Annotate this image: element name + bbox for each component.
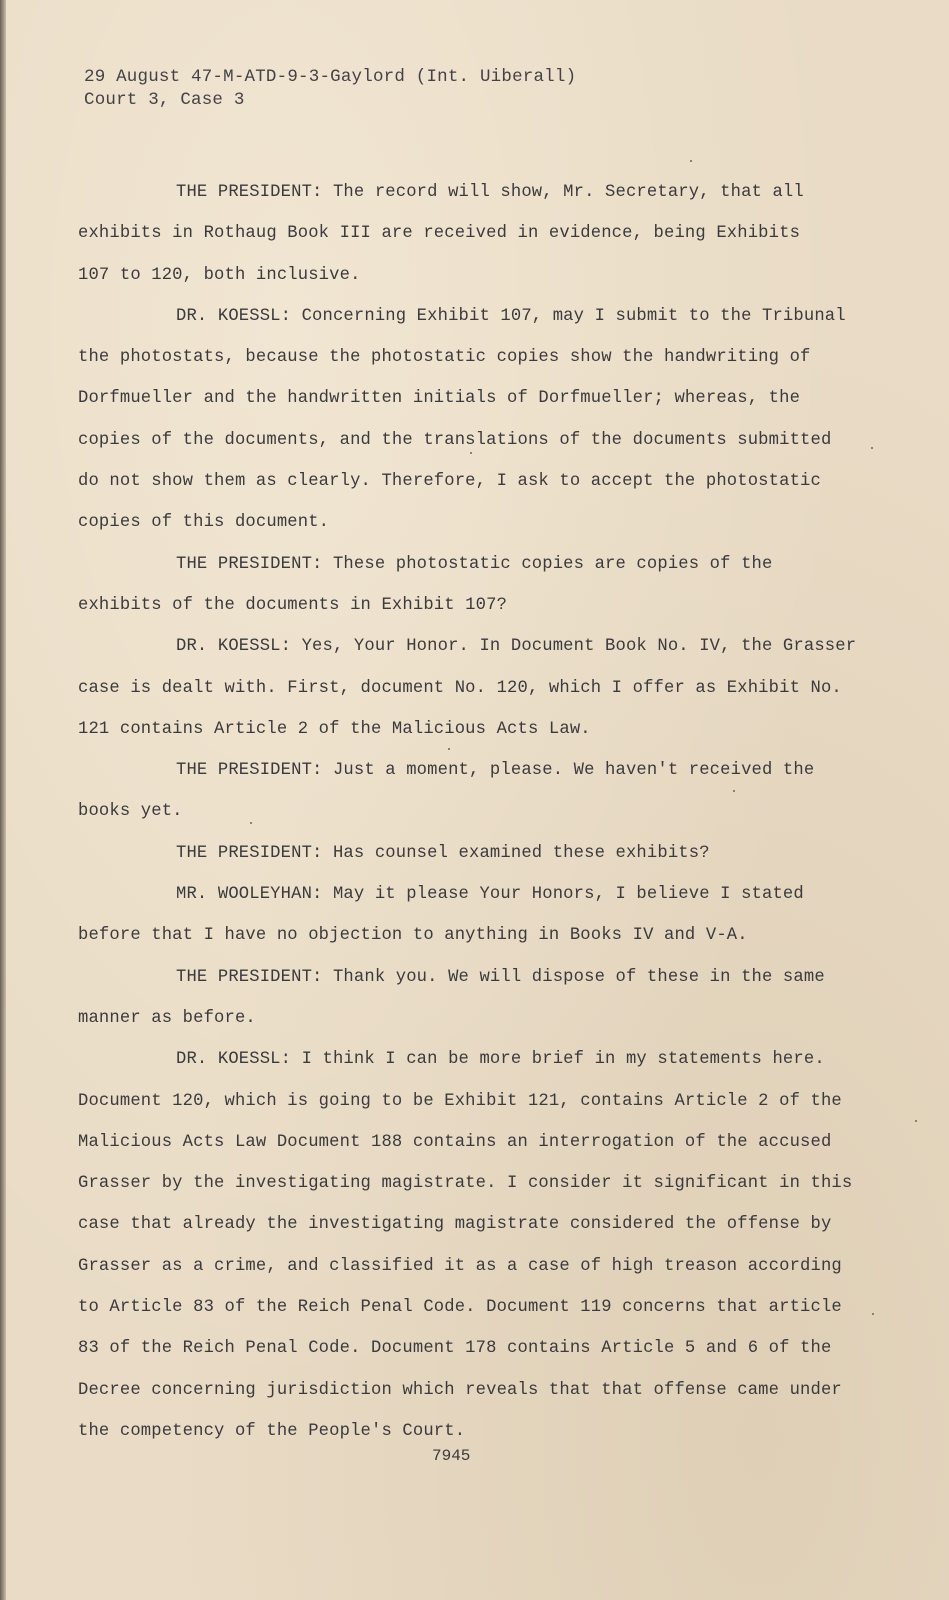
transcript-paragraph xyxy=(66,172,856,296)
paragraph-first-line: MR. WOOLEYHAN: May it please Your Honors, I believe I stated xyxy=(176,885,804,905)
transcript-paragraph xyxy=(66,750,856,833)
paragraph-line: books yet. xyxy=(78,802,183,822)
transcript-paragraph xyxy=(66,957,856,1040)
paper-speck xyxy=(871,447,873,449)
paragraph-line: exhibits of the documents in Exhibit 107? xyxy=(78,595,508,615)
paragraph-line: case that already the investigating magistrate considered the offense by xyxy=(78,1215,832,1235)
binding-edge xyxy=(0,0,6,1600)
paragraph-line: Decree concerning jurisdiction which reveals that that offense came under xyxy=(78,1380,842,1400)
paragraph-line: copies of the documents, and the translations of the documents submitted xyxy=(78,430,832,450)
paragraph-line: Document 120, which is going to be Exhibit 121, contains Article 2 of the xyxy=(78,1091,842,1111)
transcript-paragraph xyxy=(66,833,856,874)
paragraph-line: do not show them as clearly. Therefore, I ask to accept the photostatic xyxy=(78,472,821,492)
paragraph-line: Malicious Acts Law Document 188 contains an interrogation of the accused xyxy=(78,1132,832,1152)
paragraph-line: the competency of the People's Court. xyxy=(78,1421,466,1441)
paragraph-first-line: DR. KOESSL: Concerning Exhibit 107, may I submit to the Tribunal xyxy=(176,306,846,326)
paragraph-first-line: THE PRESIDENT: These photostatic copies are copies of the xyxy=(176,554,773,574)
paragraph-first-line: THE PRESIDENT: The record will show, Mr. Secretary, that all xyxy=(176,183,804,202)
paragraph-line: manner as before. xyxy=(78,1008,256,1028)
transcript-body xyxy=(66,172,856,1452)
document-header xyxy=(84,66,576,112)
paragraph-line: the photostats, because the photostatic copies show the handwriting of xyxy=(78,348,811,368)
paper-speck xyxy=(690,160,692,162)
paper-speck xyxy=(733,790,735,792)
paragraph-line: 121 contains Article 2 of the Malicious Acts Law. xyxy=(78,719,591,739)
paper-speck xyxy=(470,452,472,454)
paragraph-first-line: THE PRESIDENT: Just a moment, please. We haven't received the xyxy=(176,761,815,781)
paragraph-line: Dorfmueller and the handwritten initials of Dorfmueller; whereas, the xyxy=(78,389,801,409)
paper-speck xyxy=(448,748,450,750)
paper-speck xyxy=(872,1313,874,1315)
transcript-paragraph xyxy=(66,626,856,750)
paragraph-line: before that I have no objection to anything in Books IV and V-A. xyxy=(78,926,748,946)
page-number: 7945 xyxy=(432,1447,471,1465)
paragraph-first-line: DR. KOESSL: Yes, Your Honor. In Document Book No. IV, the Grasser xyxy=(176,637,857,657)
paragraph-first-line: THE PRESIDENT: Thank you. We will dispose of these in the same xyxy=(176,967,825,987)
paragraph-line: case is dealt with. First, document No. 120, which I offer as Exhibit No. xyxy=(78,678,842,698)
paragraph-line: 107 to 120, both inclusive. xyxy=(78,265,361,285)
transcript-paragraph xyxy=(66,874,856,957)
paragraph-line: Grasser by the investigating magistrate. I consider it significant in this xyxy=(78,1174,853,1194)
paper-speck xyxy=(915,1120,917,1122)
paragraph-line: exhibits in Rothaug Book III are received in evidence, being Exhibits xyxy=(78,224,801,244)
paragraph-line: to Article 83 of the Reich Penal Code. Document 119 concerns that article xyxy=(78,1298,842,1318)
paragraph-first-line: DR. KOESSL: I think I can be more brief in my statements here. xyxy=(176,1050,825,1070)
paragraph-line: Grasser as a crime, and classified it as a case of high treason according xyxy=(78,1256,842,1276)
transcript-paragraph xyxy=(66,544,856,627)
paragraph-first-line: THE PRESIDENT: Has counsel examined these exhibits? xyxy=(176,843,710,863)
paragraph-line: copies of this document. xyxy=(78,513,330,533)
paper-speck xyxy=(250,822,252,824)
paragraph-line: 83 of the Reich Penal Code. Document 178 contains Article 5 and 6 of the xyxy=(78,1339,832,1359)
transcript-paragraph xyxy=(66,296,856,544)
header-court-case: Court 3, Case 3 xyxy=(84,90,245,110)
header-date-reference: 29 August 47-M-ATD-9-3-Gaylord (Int. Uiberall) xyxy=(84,67,577,87)
transcript-paragraph xyxy=(66,1039,856,1452)
